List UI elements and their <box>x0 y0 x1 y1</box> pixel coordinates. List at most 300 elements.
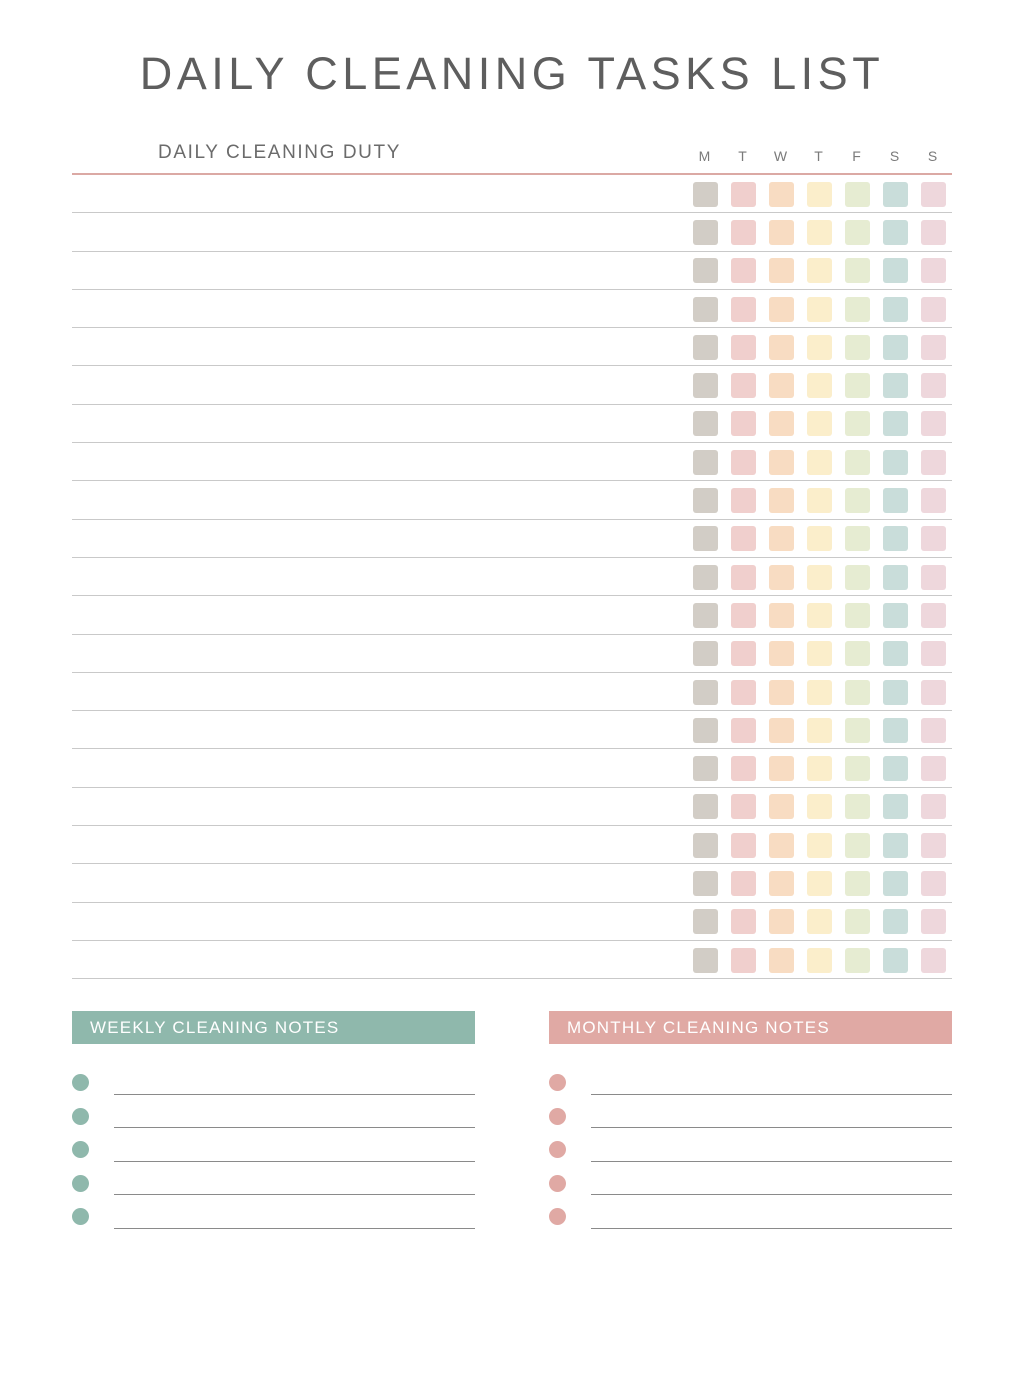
day-checkbox-s-6[interactable] <box>921 258 946 283</box>
checkbox-cell <box>876 297 914 322</box>
day-checkbox-t-3[interactable] <box>807 565 832 590</box>
checkbox-cell <box>876 258 914 283</box>
checkbox-cell <box>876 526 914 551</box>
task-rows <box>72 175 952 979</box>
bullet-icon <box>549 1108 566 1125</box>
notes-section <box>72 1011 952 1234</box>
table-row[interactable] <box>72 366 952 404</box>
day-checkbox-s-5[interactable] <box>883 680 908 705</box>
note-line[interactable] <box>72 1100 475 1134</box>
day-checkbox-w-2[interactable] <box>769 373 794 398</box>
day-checkbox-s-6[interactable] <box>921 718 946 743</box>
checkbox-cell <box>800 794 838 819</box>
day-checkbox-m-0[interactable] <box>693 756 718 781</box>
day-checkbox-w-2[interactable] <box>769 833 794 858</box>
day-checkbox-s-6[interactable] <box>921 220 946 245</box>
checkbox-cell <box>686 871 724 896</box>
checkbox-cell <box>838 909 876 934</box>
checkbox-cell <box>686 182 724 207</box>
checkbox-cell <box>686 450 724 475</box>
checkbox-cell <box>876 756 914 781</box>
day-checkbox-s-5[interactable] <box>883 488 908 513</box>
day-checkbox-s-6[interactable] <box>921 526 946 551</box>
checkbox-cell <box>838 871 876 896</box>
day-checkbox-s-5[interactable] <box>883 182 908 207</box>
checkbox-cell <box>914 450 952 475</box>
checkbox-cell <box>876 718 914 743</box>
day-checkbox-t-1[interactable] <box>731 948 756 973</box>
day-checkbox-s-6[interactable] <box>921 450 946 475</box>
table-row[interactable] <box>72 596 952 634</box>
day-checkbox-w-2[interactable] <box>769 794 794 819</box>
day-checkbox-t-3[interactable] <box>807 297 832 322</box>
day-checkbox-t-1[interactable] <box>731 909 756 934</box>
table-row[interactable] <box>72 635 952 673</box>
day-checkbox-t-3[interactable] <box>807 871 832 896</box>
day-checkbox-s-5[interactable] <box>883 411 908 436</box>
note-line[interactable] <box>72 1167 475 1201</box>
checkbox-cell <box>876 871 914 896</box>
day-checkbox-s-6[interactable] <box>921 871 946 896</box>
day-checkbox-w-2[interactable] <box>769 450 794 475</box>
day-checkbox-s-5[interactable] <box>883 220 908 245</box>
checkbox-cell <box>800 909 838 934</box>
day-checkbox-s-5[interactable] <box>883 718 908 743</box>
day-checkbox-s-6[interactable] <box>921 373 946 398</box>
checkbox-cell <box>800 297 838 322</box>
day-checkbox-w-2[interactable] <box>769 411 794 436</box>
day-checkbox-f-4[interactable] <box>845 450 870 475</box>
checkbox-cell <box>838 565 876 590</box>
day-checkbox-m-0[interactable] <box>693 680 718 705</box>
day-checkbox-s-6[interactable] <box>921 411 946 436</box>
tasks-table <box>72 142 952 979</box>
checkbox-cell <box>762 526 800 551</box>
day-checkbox-s-6[interactable] <box>921 297 946 322</box>
day-checkbox-t-1[interactable] <box>731 373 756 398</box>
table-row[interactable] <box>72 481 952 519</box>
day-checkbox-t-3[interactable] <box>807 220 832 245</box>
checkbox-cell <box>762 182 800 207</box>
day-checkbox-m-0[interactable] <box>693 948 718 973</box>
weekly-note-input[interactable] <box>114 1094 475 1095</box>
day-checkbox-s-5[interactable] <box>883 948 908 973</box>
checkbox-cell <box>800 833 838 858</box>
day-checkboxes <box>686 909 952 934</box>
checkbox-cell <box>800 411 838 436</box>
day-checkbox-s-5[interactable] <box>883 641 908 666</box>
day-checkbox-w-2[interactable] <box>769 297 794 322</box>
day-checkbox-f-4[interactable] <box>845 718 870 743</box>
day-checkbox-t-1[interactable] <box>731 756 756 781</box>
checkbox-cell <box>876 335 914 360</box>
day-checkboxes <box>686 526 952 551</box>
day-checkbox-f-4[interactable] <box>845 948 870 973</box>
table-row[interactable] <box>72 711 952 749</box>
checkbox-cell <box>914 718 952 743</box>
bullet-icon <box>72 1141 89 1158</box>
checkbox-cell <box>686 794 724 819</box>
checkbox-cell <box>762 718 800 743</box>
day-checkbox-w-2[interactable] <box>769 526 794 551</box>
day-checkbox-t-3[interactable] <box>807 680 832 705</box>
table-row[interactable] <box>72 252 952 290</box>
day-checkbox-t-1[interactable] <box>731 833 756 858</box>
checkbox-cell <box>724 756 762 781</box>
day-checkboxes <box>686 794 952 819</box>
day-checkbox-f-4[interactable] <box>845 335 870 360</box>
checkbox-cell <box>800 526 838 551</box>
day-checkbox-f-4[interactable] <box>845 488 870 513</box>
day-checkboxes <box>686 373 952 398</box>
checkbox-cell <box>914 335 952 360</box>
checkbox-cell <box>914 871 952 896</box>
day-checkbox-f-4[interactable] <box>845 258 870 283</box>
day-checkbox-s-6[interactable] <box>921 909 946 934</box>
checkbox-cell <box>838 182 876 207</box>
checkbox-cell <box>914 794 952 819</box>
day-checkboxes <box>686 297 952 322</box>
checkbox-cell <box>800 680 838 705</box>
day-checkbox-s-5[interactable] <box>883 603 908 628</box>
day-checkboxes <box>686 871 952 896</box>
day-checkbox-s-6[interactable] <box>921 603 946 628</box>
table-row[interactable] <box>72 826 952 864</box>
day-checkbox-t-1[interactable] <box>731 794 756 819</box>
day-checkbox-t-3[interactable] <box>807 833 832 858</box>
day-checkbox-w-2[interactable] <box>769 335 794 360</box>
note-line[interactable] <box>72 1066 475 1100</box>
day-checkbox-s-5[interactable] <box>883 909 908 934</box>
day-checkboxes <box>686 335 952 360</box>
checkbox-cell <box>724 565 762 590</box>
day-checkbox-t-1[interactable] <box>731 220 756 245</box>
day-checkbox-w-2[interactable] <box>769 641 794 666</box>
note-line[interactable] <box>549 1100 952 1134</box>
table-row[interactable] <box>72 864 952 902</box>
day-checkbox-m-0[interactable] <box>693 718 718 743</box>
table-row[interactable] <box>72 213 952 251</box>
day-checkbox-m-0[interactable] <box>693 794 718 819</box>
day-header-fri: F <box>852 148 862 164</box>
day-checkbox-w-2[interactable] <box>769 718 794 743</box>
day-checkbox-w-2[interactable] <box>769 258 794 283</box>
day-checkbox-t-1[interactable] <box>731 641 756 666</box>
day-checkbox-t-1[interactable] <box>731 565 756 590</box>
checkbox-cell <box>762 220 800 245</box>
day-checkbox-m-0[interactable] <box>693 182 718 207</box>
day-checkbox-t-3[interactable] <box>807 182 832 207</box>
day-checkbox-s-5[interactable] <box>883 871 908 896</box>
day-checkbox-t-3[interactable] <box>807 335 832 360</box>
weekly-notes-panel <box>72 1011 475 1234</box>
day-checkbox-m-0[interactable] <box>693 641 718 666</box>
day-checkboxes <box>686 833 952 858</box>
day-checkbox-s-5[interactable] <box>883 756 908 781</box>
day-checkbox-m-0[interactable] <box>693 909 718 934</box>
day-checkbox-s-5[interactable] <box>883 526 908 551</box>
table-row[interactable] <box>72 520 952 558</box>
day-checkbox-s-5[interactable] <box>883 565 908 590</box>
table-row[interactable] <box>72 328 952 366</box>
day-checkbox-f-4[interactable] <box>845 411 870 436</box>
table-row[interactable] <box>72 941 952 979</box>
day-checkbox-t-3[interactable] <box>807 756 832 781</box>
checkbox-cell <box>876 833 914 858</box>
day-checkbox-f-4[interactable] <box>845 373 870 398</box>
checkbox-cell <box>914 603 952 628</box>
checkbox-cell <box>914 565 952 590</box>
checkbox-cell <box>914 182 952 207</box>
note-line[interactable] <box>72 1200 475 1234</box>
day-checkbox-m-0[interactable] <box>693 335 718 360</box>
day-checkbox-m-0[interactable] <box>693 833 718 858</box>
day-checkbox-m-0[interactable] <box>693 603 718 628</box>
day-checkbox-s-6[interactable] <box>921 756 946 781</box>
checkbox-cell <box>876 680 914 705</box>
weekly-notes-lines <box>72 1066 475 1234</box>
checkbox-cell <box>724 182 762 207</box>
checkbox-cell <box>838 488 876 513</box>
checkbox-cell <box>686 680 724 705</box>
day-checkboxes <box>686 565 952 590</box>
day-checkbox-w-2[interactable] <box>769 565 794 590</box>
day-checkbox-m-0[interactable] <box>693 450 718 475</box>
checkbox-cell <box>686 603 724 628</box>
checkbox-cell <box>724 526 762 551</box>
checkbox-cell <box>876 909 914 934</box>
checkbox-cell <box>686 335 724 360</box>
day-checkbox-s-5[interactable] <box>883 258 908 283</box>
checkbox-cell <box>724 603 762 628</box>
monthly-note-input[interactable] <box>591 1194 952 1195</box>
day-checkbox-t-3[interactable] <box>807 258 832 283</box>
day-checkbox-s-5[interactable] <box>883 335 908 360</box>
checkbox-cell <box>724 948 762 973</box>
table-row[interactable] <box>72 405 952 443</box>
note-line[interactable] <box>549 1133 952 1167</box>
bullet-icon <box>549 1141 566 1158</box>
table-row[interactable] <box>72 749 952 787</box>
checkbox-cell <box>724 220 762 245</box>
day-checkbox-w-2[interactable] <box>769 756 794 781</box>
day-checkbox-m-0[interactable] <box>693 565 718 590</box>
day-checkbox-f-4[interactable] <box>845 603 870 628</box>
day-checkbox-t-3[interactable] <box>807 718 832 743</box>
day-checkbox-w-2[interactable] <box>769 948 794 973</box>
bullet-icon <box>72 1074 89 1091</box>
checkbox-cell <box>914 680 952 705</box>
day-checkbox-f-4[interactable] <box>845 794 870 819</box>
checkbox-cell <box>914 411 952 436</box>
day-checkbox-t-3[interactable] <box>807 488 832 513</box>
checkbox-cell <box>762 565 800 590</box>
weekly-note-input[interactable] <box>114 1127 475 1128</box>
day-checkbox-m-0[interactable] <box>693 488 718 513</box>
checkbox-cell <box>838 718 876 743</box>
day-checkbox-f-4[interactable] <box>845 565 870 590</box>
checkbox-cell <box>800 335 838 360</box>
day-checkbox-t-1[interactable] <box>731 871 756 896</box>
checkbox-cell <box>762 794 800 819</box>
day-checkbox-t-1[interactable] <box>731 297 756 322</box>
checkbox-cell <box>762 948 800 973</box>
day-checkbox-m-0[interactable] <box>693 871 718 896</box>
table-row[interactable] <box>72 443 952 481</box>
day-checkbox-t-1[interactable] <box>731 411 756 436</box>
day-checkbox-t-1[interactable] <box>731 450 756 475</box>
bullet-icon <box>549 1175 566 1192</box>
checkbox-cell <box>876 488 914 513</box>
day-checkbox-s-6[interactable] <box>921 335 946 360</box>
checkbox-cell <box>686 411 724 436</box>
day-checkbox-s-6[interactable] <box>921 565 946 590</box>
day-checkbox-m-0[interactable] <box>693 258 718 283</box>
day-checkbox-f-4[interactable] <box>845 909 870 934</box>
monthly-note-input[interactable] <box>591 1127 952 1128</box>
day-checkbox-t-3[interactable] <box>807 526 832 551</box>
checkbox-cell <box>686 833 724 858</box>
table-row[interactable] <box>72 673 952 711</box>
note-line[interactable] <box>549 1066 952 1100</box>
day-checkbox-t-1[interactable] <box>731 335 756 360</box>
day-checkbox-m-0[interactable] <box>693 297 718 322</box>
checkbox-cell <box>724 373 762 398</box>
weekly-note-input[interactable] <box>114 1194 475 1195</box>
day-checkbox-t-1[interactable] <box>731 680 756 705</box>
day-checkbox-f-4[interactable] <box>845 833 870 858</box>
day-checkbox-t-1[interactable] <box>731 258 756 283</box>
day-checkbox-s-6[interactable] <box>921 488 946 513</box>
day-checkbox-f-4[interactable] <box>845 641 870 666</box>
day-checkbox-t-1[interactable] <box>731 182 756 207</box>
day-checkbox-m-0[interactable] <box>693 220 718 245</box>
day-checkbox-w-2[interactable] <box>769 182 794 207</box>
day-checkbox-t-3[interactable] <box>807 948 832 973</box>
checkbox-cell <box>838 258 876 283</box>
checkbox-cell <box>914 526 952 551</box>
checkbox-cell <box>762 871 800 896</box>
day-checkbox-s-5[interactable] <box>883 373 908 398</box>
note-line[interactable] <box>72 1133 475 1167</box>
checkbox-cell <box>724 411 762 436</box>
bullet-icon <box>549 1208 566 1225</box>
day-checkbox-w-2[interactable] <box>769 488 794 513</box>
day-checkbox-t-3[interactable] <box>807 603 832 628</box>
checkbox-cell <box>876 948 914 973</box>
day-checkboxes <box>686 182 952 207</box>
bullet-icon <box>72 1208 89 1225</box>
note-line[interactable] <box>549 1200 952 1234</box>
checkbox-cell <box>838 833 876 858</box>
day-checkbox-w-2[interactable] <box>769 680 794 705</box>
day-checkbox-s-5[interactable] <box>883 297 908 322</box>
checkbox-cell <box>838 373 876 398</box>
day-checkbox-s-6[interactable] <box>921 794 946 819</box>
checkbox-cell <box>838 794 876 819</box>
checkbox-cell <box>914 948 952 973</box>
checkbox-cell <box>724 258 762 283</box>
weekly-note-input[interactable] <box>114 1228 475 1229</box>
day-checkbox-s-5[interactable] <box>883 833 908 858</box>
checkbox-cell <box>686 641 724 666</box>
table-row[interactable] <box>72 558 952 596</box>
day-checkbox-f-4[interactable] <box>845 680 870 705</box>
day-checkbox-f-4[interactable] <box>845 297 870 322</box>
day-checkbox-t-3[interactable] <box>807 794 832 819</box>
day-checkbox-s-6[interactable] <box>921 680 946 705</box>
day-checkbox-s-5[interactable] <box>883 794 908 819</box>
day-checkbox-w-2[interactable] <box>769 220 794 245</box>
day-header-mon: M <box>698 148 712 164</box>
day-checkbox-f-4[interactable] <box>845 220 870 245</box>
checkbox-cell <box>838 297 876 322</box>
day-checkbox-m-0[interactable] <box>693 526 718 551</box>
printable-page <box>0 48 1024 1373</box>
table-row[interactable] <box>72 788 952 826</box>
weekly-note-input[interactable] <box>114 1161 475 1162</box>
day-checkbox-t-1[interactable] <box>731 718 756 743</box>
checkbox-cell <box>876 565 914 590</box>
day-checkbox-t-3[interactable] <box>807 450 832 475</box>
checkbox-cell <box>800 220 838 245</box>
checkbox-cell <box>724 297 762 322</box>
table-header-row <box>72 142 952 173</box>
checkbox-cell <box>876 411 914 436</box>
day-checkbox-f-4[interactable] <box>845 871 870 896</box>
monthly-note-input[interactable] <box>591 1094 952 1095</box>
checkbox-cell <box>800 488 838 513</box>
day-checkboxes <box>686 948 952 973</box>
day-checkbox-s-5[interactable] <box>883 450 908 475</box>
day-checkbox-w-2[interactable] <box>769 909 794 934</box>
checkbox-cell <box>686 373 724 398</box>
checkbox-cell <box>724 488 762 513</box>
checkbox-cell <box>838 603 876 628</box>
day-checkbox-s-6[interactable] <box>921 182 946 207</box>
table-row[interactable] <box>72 290 952 328</box>
day-checkbox-w-2[interactable] <box>769 603 794 628</box>
note-line[interactable] <box>549 1167 952 1201</box>
day-checkbox-f-4[interactable] <box>845 756 870 781</box>
checkbox-cell <box>724 718 762 743</box>
day-checkbox-t-3[interactable] <box>807 909 832 934</box>
monthly-note-input[interactable] <box>591 1228 952 1229</box>
checkbox-cell <box>762 756 800 781</box>
day-checkbox-m-0[interactable] <box>693 373 718 398</box>
day-checkbox-t-1[interactable] <box>731 526 756 551</box>
day-checkbox-s-6[interactable] <box>921 833 946 858</box>
day-checkbox-w-2[interactable] <box>769 871 794 896</box>
day-checkbox-t-1[interactable] <box>731 488 756 513</box>
monthly-notes-heading: MONTHLY CLEANING NOTES <box>549 1011 952 1044</box>
table-row[interactable] <box>72 903 952 941</box>
day-checkbox-s-6[interactable] <box>921 641 946 666</box>
table-row[interactable] <box>72 175 952 213</box>
day-checkbox-m-0[interactable] <box>693 411 718 436</box>
checkbox-cell <box>800 565 838 590</box>
day-checkbox-t-1[interactable] <box>731 603 756 628</box>
day-checkbox-t-3[interactable] <box>807 411 832 436</box>
day-checkbox-t-3[interactable] <box>807 641 832 666</box>
day-checkbox-f-4[interactable] <box>845 182 870 207</box>
day-checkbox-t-3[interactable] <box>807 373 832 398</box>
checkbox-cell <box>686 909 724 934</box>
day-checkboxes <box>686 258 952 283</box>
monthly-note-input[interactable] <box>591 1161 952 1162</box>
day-checkbox-f-4[interactable] <box>845 526 870 551</box>
day-checkbox-s-6[interactable] <box>921 948 946 973</box>
